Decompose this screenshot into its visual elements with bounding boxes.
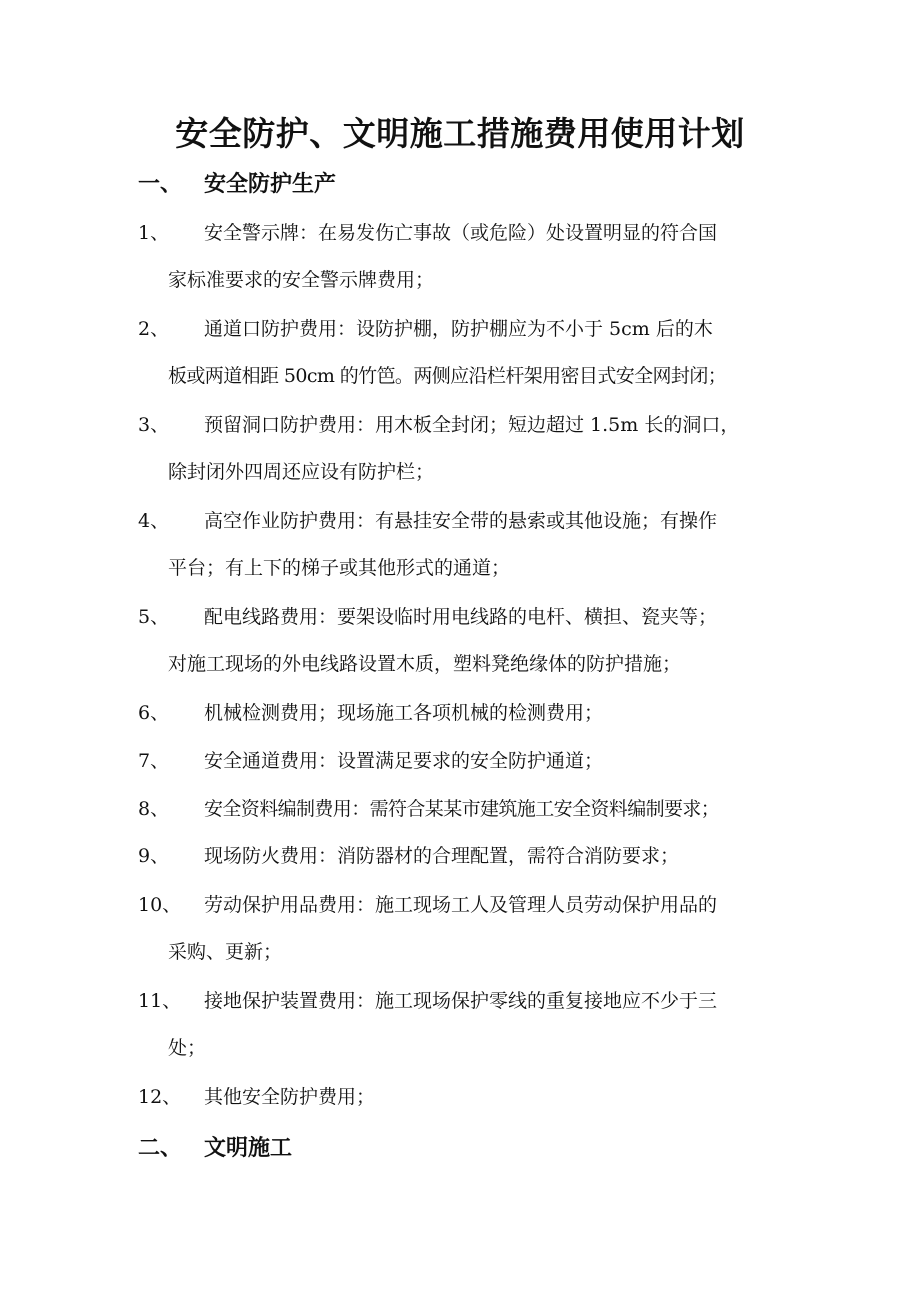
item-number: 6、 <box>138 702 170 724</box>
item-text-line: 配电线路费用：要架设临时用电线路的电杆、横担、瓷夹等； <box>204 606 718 628</box>
item-number: 12、 <box>138 1086 182 1108</box>
item-text-line: 除封闭外四周还应设有防护栏； <box>168 461 435 483</box>
item-text-line: 处； <box>168 1037 207 1059</box>
item-number: 5、 <box>138 606 170 628</box>
item-text-line: 采购、更新； <box>168 941 283 963</box>
list-item <box>138 690 788 737</box>
item-text-line: 安全警示牌：在易发伤亡事故（或危险）处设置明显的符合国 <box>204 222 718 244</box>
item-text-line: 家标准要求的安全警示牌费用； <box>168 269 435 291</box>
item-text-line: 对施工现场的外电线路设置木质，塑料凳绝缘体的防护措施； <box>168 653 682 675</box>
item-text-line: 现场防火费用：消防器材的合理配置，需符合消防要求； <box>204 845 680 867</box>
item-text-line: 接地保护装置费用：施工现场保护零线的重复接地应不少于三 <box>204 990 718 1012</box>
section-heading-2 <box>138 1130 292 1166</box>
item-text-line: 劳动保护用品费用：施工现场工人及管理人员劳动保护用品的 <box>204 894 718 916</box>
section-label: 文明施工 <box>204 1135 293 1161</box>
list-item <box>138 786 788 833</box>
list-item <box>138 594 788 688</box>
item-number: 4、 <box>138 510 170 532</box>
item-text-line: 其他安全防护费用； <box>204 1086 376 1108</box>
item-text-line: 高空作业防护费用：有悬挂安全带的悬索或其他设施；有操作 <box>204 510 718 532</box>
item-text-line: 机械检测费用；现场施工各项机械的检测费用； <box>204 702 604 724</box>
document-title: 安全防护、文明施工措施费用使用计划 <box>175 114 745 153</box>
item-text-line: 预留洞口防护费用：用木板全封闭；短边超过 1.5m 长的洞口， <box>204 414 740 436</box>
item-text-line: 通道口防护费用：设防护棚，防护棚应为不小于 5cm 后的木 <box>204 318 713 340</box>
list-item <box>138 1074 788 1121</box>
section-number: 一、 <box>138 171 183 197</box>
item-number: 9、 <box>138 845 170 867</box>
item-number: 2、 <box>138 318 170 340</box>
item-number: 1、 <box>138 222 170 244</box>
list-item <box>138 402 788 496</box>
item-number: 8、 <box>138 798 170 820</box>
list-item <box>138 978 788 1072</box>
section-number: 二、 <box>138 1135 183 1161</box>
item-number: 3、 <box>138 414 170 436</box>
item-text-line: 板或两道相距 50cm 的竹笆。两侧应沿栏杆架用密目式安全网封闭； <box>168 365 727 387</box>
list-item <box>138 882 788 976</box>
list-item <box>138 210 788 304</box>
item-text-line: 安全通道费用：设置满足要求的安全防护通道； <box>204 750 604 772</box>
section-heading-1 <box>138 166 336 202</box>
list-item <box>138 306 788 400</box>
list-item <box>138 498 788 592</box>
item-text-line: 平台；有上下的梯子或其他形式的通道； <box>168 557 511 579</box>
item-number: 11、 <box>138 990 182 1012</box>
section-label: 安全防护生产 <box>204 171 337 197</box>
list-item <box>138 833 788 880</box>
item-text-line: 安全资料编制费用：需符合某某市建筑施工安全资料编制要求； <box>204 798 720 820</box>
list-item <box>138 738 788 785</box>
item-number: 7、 <box>138 750 170 772</box>
item-number: 10、 <box>138 894 182 916</box>
